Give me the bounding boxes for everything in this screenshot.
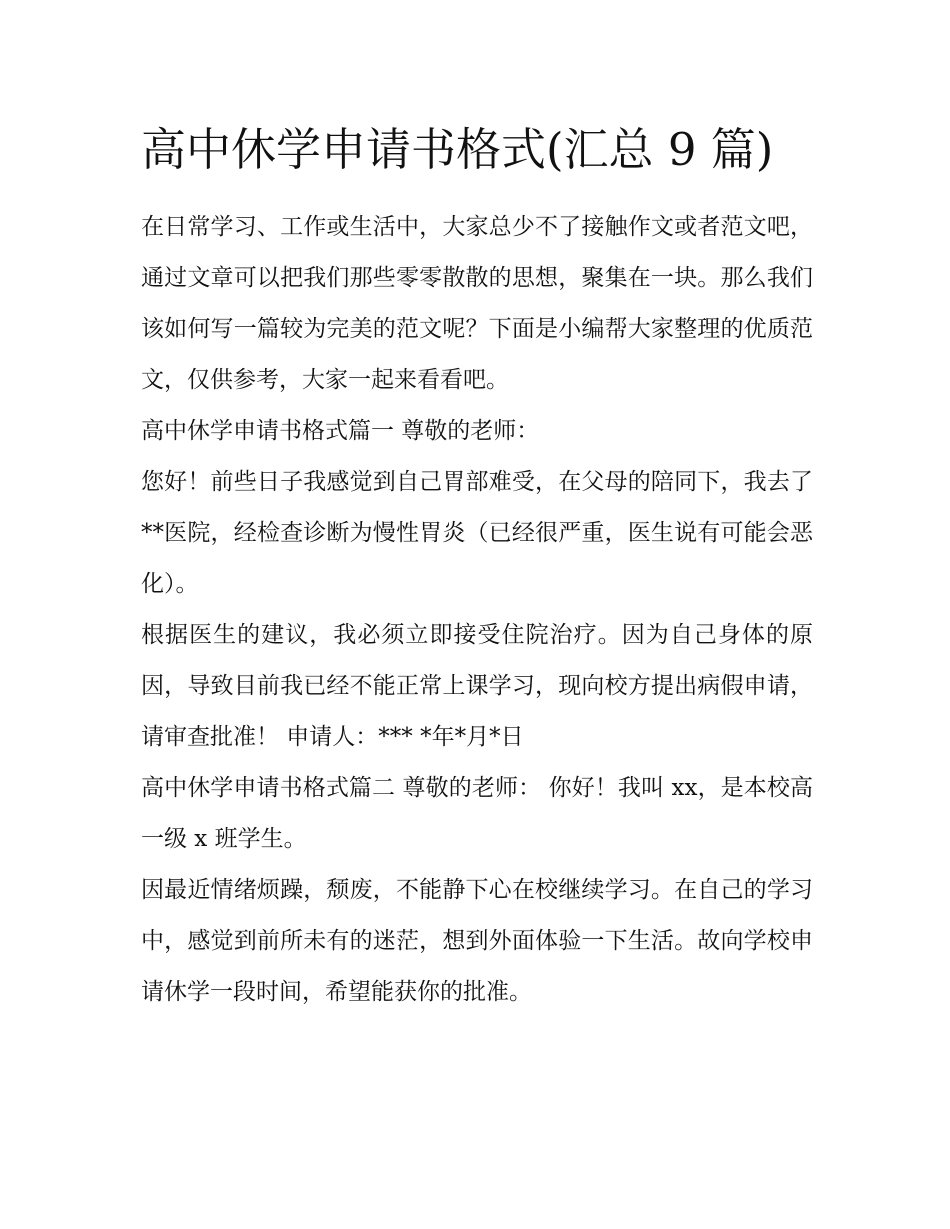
paragraph-article-one-body-1: 您好！前些日子我感觉到自己胃部难受，在父母的陪同下，我去了**医院，经检查诊断为慢性胃炎（已经很严重，医生说有可能会恶化）。	[141, 469, 813, 597]
paragraph-article-two-body: 因最近情绪烦躁，颓废，不能静下心在校继续学习。在自己的学习中，感觉到前所未有的迷茫，想到外面体验一下生活。故向学校申请休学一段时间，希望能获你的批准。	[141, 877, 813, 1005]
paragraph-article-one-heading: 高中休学申请书格式篇一 尊敬的老师：	[141, 418, 540, 444]
document-title: 高中休学申请书格式(汇总 9 篇)	[141, 123, 774, 176]
paragraph-article-one-body-2: 根据医生的建议，我必须立即接受住院治疗。因为自己身体的原因，导致目前我已经不能正常上课学习，现向校方提出病假申请，请审查批准！ 申请人：*** *年*月*日	[141, 622, 813, 750]
document-body	[141, 118, 813, 1018]
paragraph-intro: 在日常学习、工作或生活中，大家总少不了接触作文或者范文吧，通过文章可以把我们那些零零散散的思想，聚集在一块。那么我们该如何写一篇较为完美的范文呢？下面是小编帮大家整理的优质范文，仅供参考，大家一起来看看吧。	[141, 214, 813, 393]
paragraph-article-two-heading: 高中休学申请书格式篇二 尊敬的老师： 你好！我叫 xx，是本校高一级 x 班学生。	[141, 775, 813, 852]
